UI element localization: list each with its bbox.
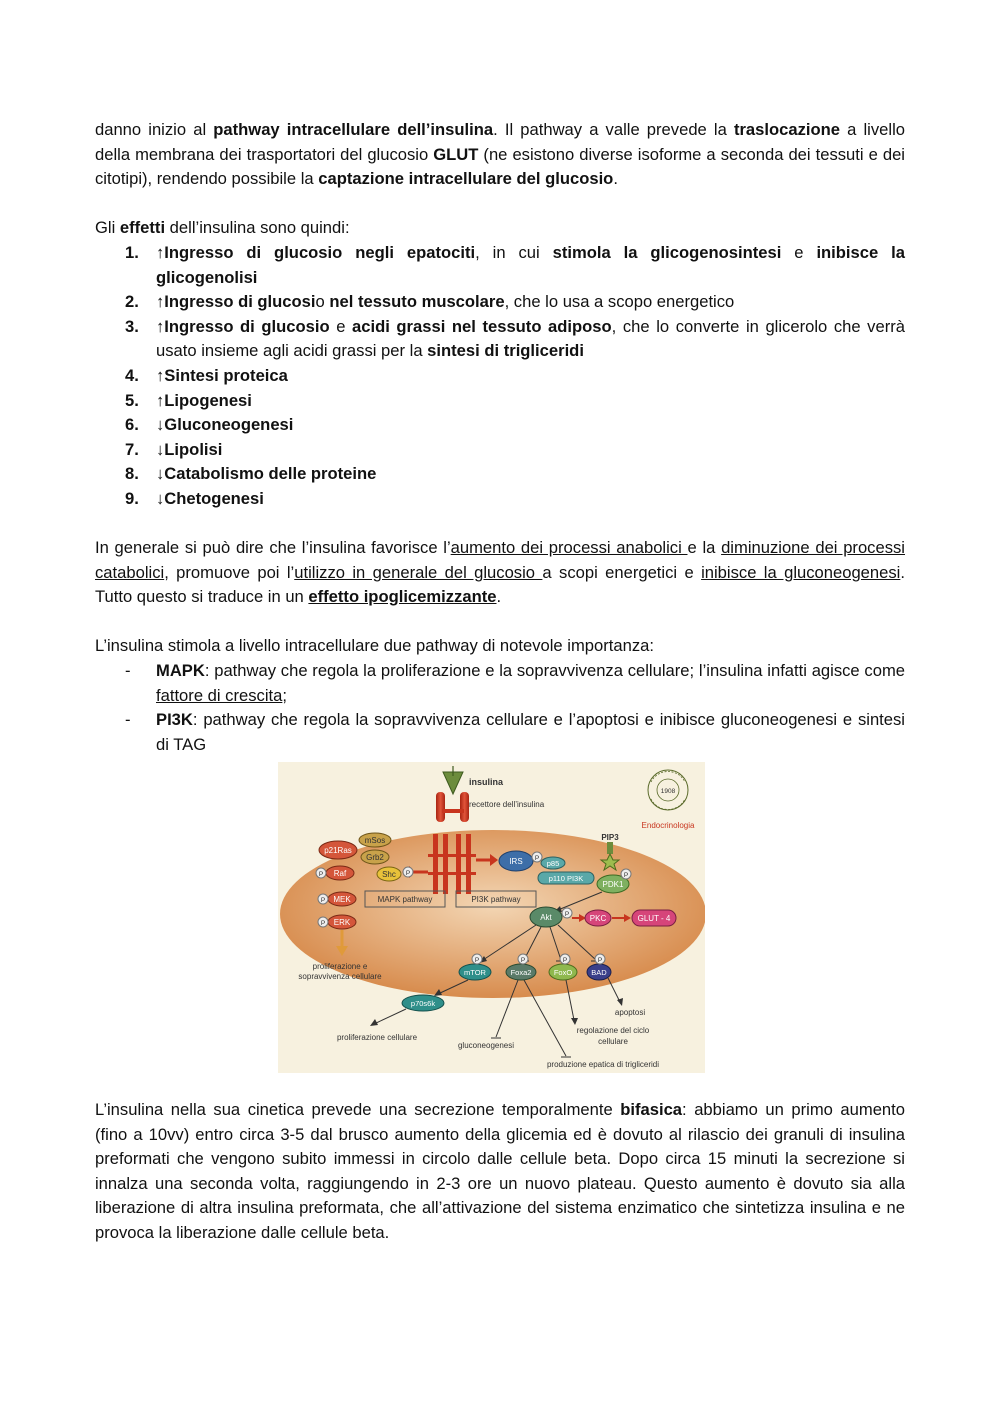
list-item: 8. ↓Catabolismo delle proteine — [125, 464, 377, 484]
svg-text:P: P — [564, 911, 570, 918]
svg-text:P: P — [623, 872, 629, 879]
label-insulina: insulina — [469, 777, 504, 787]
svg-text:Grb2: Grb2 — [366, 853, 384, 862]
svg-text:1908: 1908 — [660, 788, 676, 795]
svg-text:BAD: BAD — [591, 968, 607, 977]
svg-text:P: P — [318, 871, 324, 878]
svg-text:P: P — [320, 920, 326, 927]
svg-text:p85: p85 — [546, 859, 560, 868]
svg-text:PI3K pathway: PI3K pathway — [471, 895, 521, 904]
svg-text:P: P — [474, 957, 480, 964]
pathways-intro: L’insulina stimola a livello intracellulare due pathway di notevole importanza: — [95, 636, 654, 656]
svg-text:IRS: IRS — [509, 857, 523, 866]
effects-list — [95, 241, 905, 512]
svg-text:P: P — [520, 957, 526, 964]
label-pip3: PIP3 — [601, 833, 619, 842]
effects-intro: Gli effetti dell’insulina sono quindi: — [95, 218, 350, 238]
list-item: 9. ↓Chetogenesi — [125, 488, 264, 508]
svg-text:ERK: ERK — [333, 918, 351, 927]
svg-text:regolazione del ciclo: regolazione del ciclo — [576, 1026, 650, 1035]
list-item: - PI3K: pathway che regola la sopravvivenza cellulare e l’apoptosi e inibisce gluconeogenesi e sintesi di TAG — [125, 710, 905, 754]
svg-text:P: P — [597, 957, 603, 964]
svg-text:proliferazione e: proliferazione e — [312, 962, 368, 971]
list-item: 4. ↑Sintesi proteica — [125, 365, 288, 385]
svg-text:p21Ras: p21Ras — [324, 846, 352, 855]
svg-text:mSos: mSos — [364, 836, 386, 845]
svg-text:produzione epatica di triglice: produzione epatica di trigliceridi — [546, 1060, 660, 1069]
svg-text:P: P — [405, 870, 411, 877]
svg-text:P: P — [320, 897, 326, 904]
svg-text:apoptosi: apoptosi — [614, 1008, 646, 1017]
svg-text:gluconeogenesi: gluconeogenesi — [457, 1041, 515, 1050]
svg-text:Raf: Raf — [333, 869, 347, 878]
svg-text:cellulare: cellulare — [598, 1037, 628, 1046]
publisher-seal-logo — [648, 770, 688, 810]
svg-text:P: P — [534, 855, 540, 862]
list-item: 7. ↓Lipolisi — [125, 439, 223, 459]
svg-text:MEK: MEK — [333, 895, 351, 904]
svg-text:P: P — [562, 957, 568, 964]
brand-endocrinologia: Endocrinologia — [641, 821, 695, 830]
svg-text:Akt: Akt — [540, 913, 552, 922]
list-item: 2. ↑Ingresso di glucosio nel tessuto muscolare, che lo usa a scopo energetico — [125, 292, 735, 312]
svg-text:p70s6k: p70s6k — [410, 999, 436, 1008]
svg-text:GLUT - 4: GLUT - 4 — [637, 914, 671, 923]
svg-text:sopravvivenza cellulare: sopravvivenza cellulare — [298, 972, 382, 981]
svg-text:PDK1: PDK1 — [602, 880, 624, 889]
svg-text:Foxa2: Foxa2 — [510, 968, 532, 977]
list-item: 5. ↑Lipogenesi — [125, 390, 252, 410]
list-item: 3. ↑Ingresso di glucosio e acidi grassi nel tessuto adiposo, che lo converte in glicerolo che verrà usato insieme agli acidi grassi per la sintesi di trigliceridi — [125, 316, 905, 361]
svg-text:Shc: Shc — [382, 870, 396, 879]
svg-text:mTOR: mTOR — [464, 968, 486, 977]
svg-text:FoxO: FoxO — [553, 968, 573, 977]
document-body — [95, 118, 905, 757]
general-paragraph: In generale si può dire che l’insulina favorisce l’aumento dei processi anabolici e la diminuzione dei processi catabolici, promuove poi l’utilizzo in generale del glucosio a scopi energetici e inibisce la gluconeogenesi. Tutto questo si traduce in un effetto ipoglicemizzante. — [95, 538, 905, 607]
list-item: - MAPK: pathway che regola la proliferazione e la sopravvivenza cellulare; l’insulina infatti agisce come fattore di crescita; — [125, 661, 905, 705]
svg-text:MAPK pathway: MAPK pathway — [377, 895, 433, 904]
kinetics-paragraph: L’insulina nella sua cinetica prevede una secrezione temporalmente bifasica: abbiamo un primo aumento (fino a 10vv) entro circa 3-5 dal brusco aumento della glicemia ed è dovuto al rilascio dei granuli di insulina preformati che vengono subito immessi in circolo dalle cellule beta. Dopo circa 15 minuti la secrezione si innalza una seconda volta, raggiungendo in 2-3 ore un nuovo plateau. Questo aumento è dovuto sia alla liberazione di altra insulina preformata, che all’attivazione del sistema enzimatico che sintetizza insulina e ne provoca la liberazione dalle cellule beta. — [95, 1100, 905, 1242]
intro-paragraph: danno inizio al pathway intracellulare dell’insulina. Il pathway a valle prevede la traslocazione a livello della membrana dei trasportatori del glucosio GLUT (ne esistono diverse isoforme a seconda dei tessuti e dei citotipi), rendendo possibile la captazione intracellulare del glucosio. — [95, 120, 905, 189]
pathways-list — [95, 659, 905, 757]
svg-text:p110 PI3K: p110 PI3K — [548, 874, 584, 883]
insulin-pathway-figure — [278, 762, 705, 1073]
list-item: 6. ↓Gluconeogenesi — [125, 415, 294, 435]
svg-text:PKC: PKC — [589, 914, 607, 923]
svg-text:proliferazione cellulare: proliferazione cellulare — [336, 1033, 418, 1042]
label-recettore: recettore dell’insulina — [469, 800, 545, 809]
list-item: 1. ↑Ingresso di glucosio negli epatociti, in cui stimola la glicogenosintesi e inibisce la glicogenolisi — [125, 242, 905, 287]
